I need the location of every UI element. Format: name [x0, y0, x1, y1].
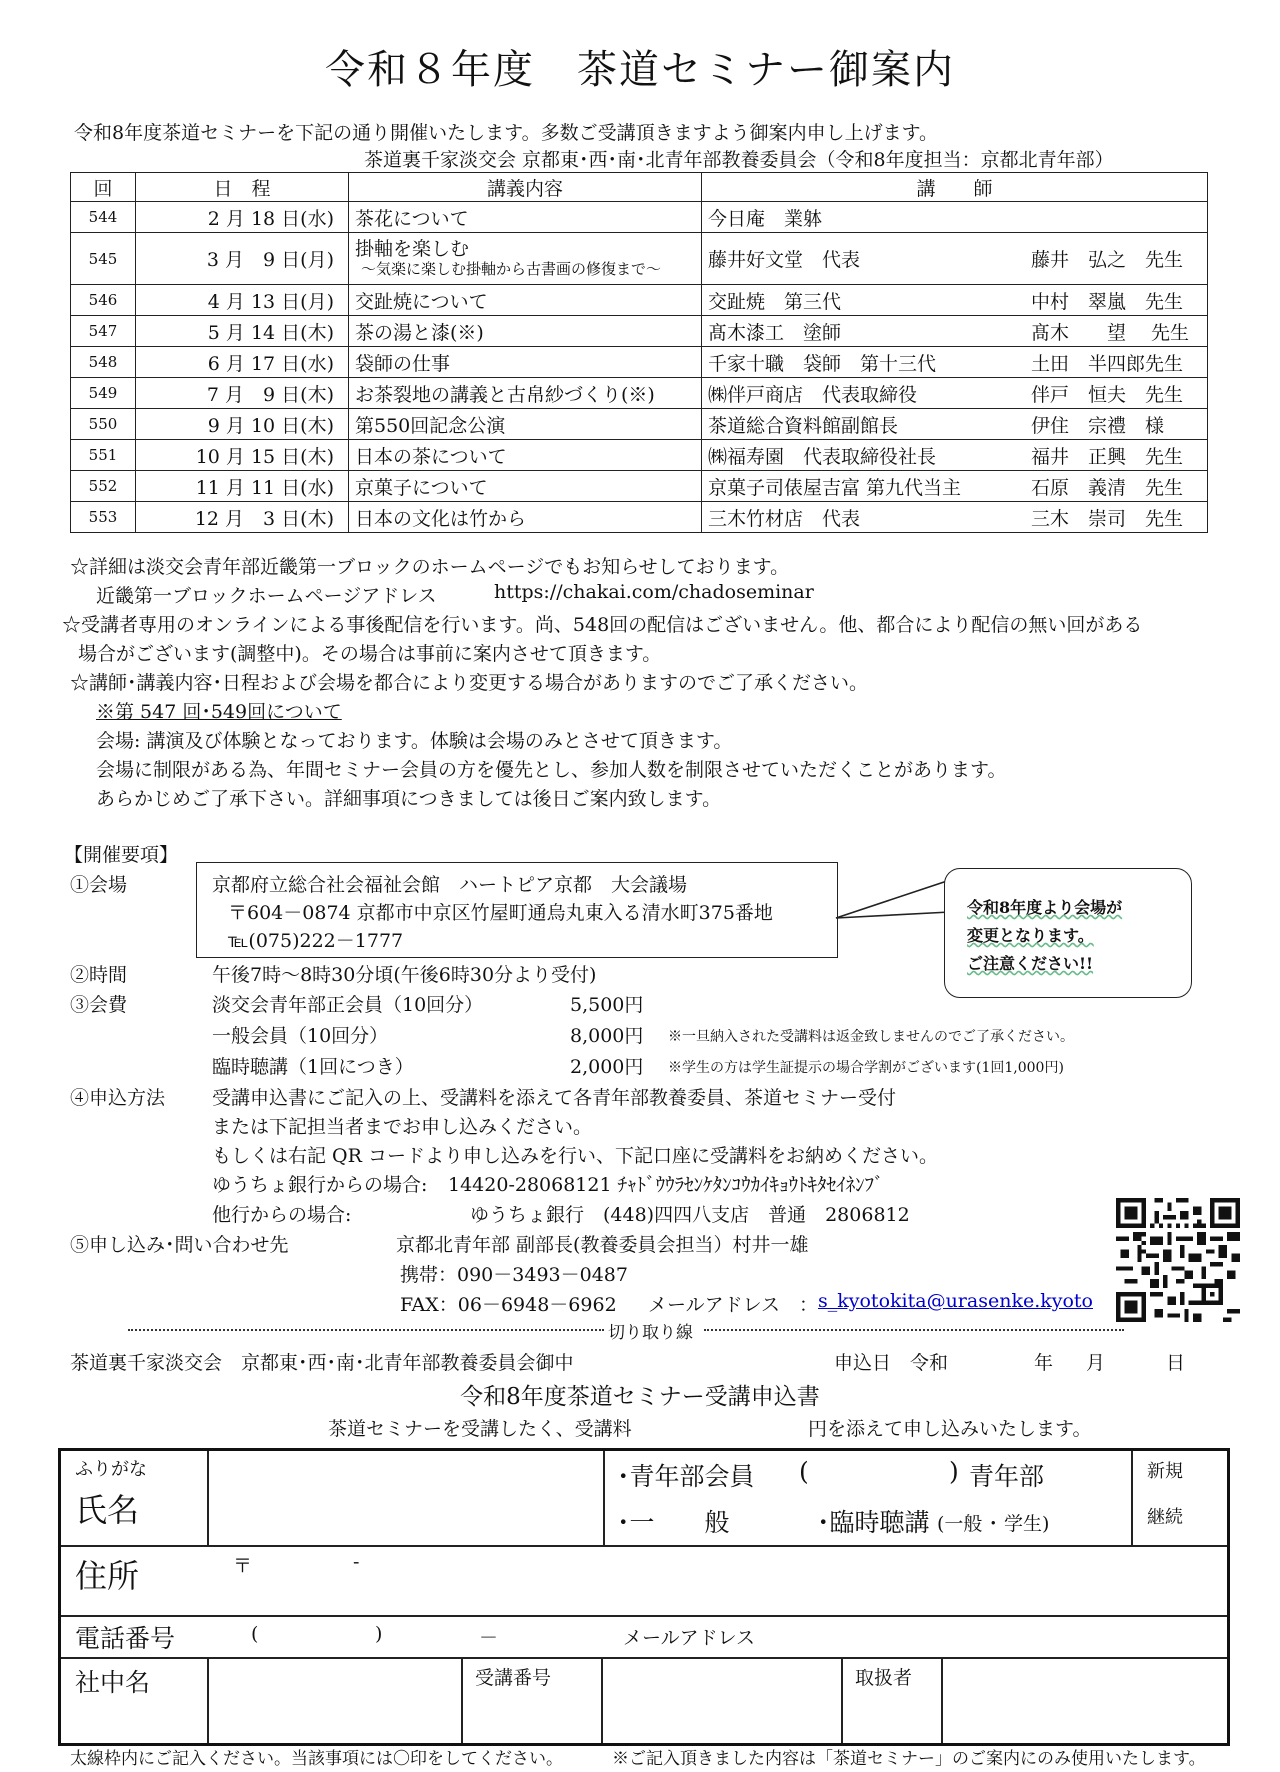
- application-form: [58, 1448, 1230, 1746]
- lecturer-affiliation: ㈱伴戸商店 代表取締役: [702, 378, 1026, 409]
- lecturer-name: 伴戸 恒夫 先生: [1025, 378, 1208, 409]
- callout-pointer: [834, 870, 950, 930]
- lecturer-affiliation: ㈱福寿園 代表取締役社長: [702, 440, 1026, 471]
- lecturer-name: 中村 翠嵐 先生: [1025, 285, 1208, 316]
- fee-temp-price: 2,000円: [570, 1056, 644, 1078]
- organizer: 茶道裏千家淡交会 京都東･西･南･北青年部教養委員会（令和8年度担当：京都北青年部）: [364, 149, 1114, 171]
- name-label: 氏名: [75, 1491, 140, 1529]
- col-lecturer-header: 講 師: [702, 173, 1208, 202]
- session-topic: 茶の湯と漆(※): [349, 316, 702, 347]
- table-row: [71, 440, 1208, 471]
- lecturer-affiliation: 千家十職 袋師 第十三代: [702, 347, 1026, 378]
- phone-paren-open: (: [251, 1623, 259, 1645]
- session-number: 550: [71, 409, 136, 440]
- session-date: 5 月 14 日(木): [136, 316, 349, 347]
- member-paren-open: (: [799, 1457, 809, 1486]
- session-number: 553: [71, 502, 136, 533]
- time-value: 午後7時～8時30分頃(午後6時30分より受付): [212, 964, 597, 986]
- note-547-549: ※第 547 回･549回について: [96, 701, 342, 723]
- session-number: 547: [71, 316, 136, 347]
- table-row: [71, 233, 1208, 285]
- reception-label: 受講番号: [475, 1667, 552, 1689]
- details-heading: 【開催要項】: [64, 844, 179, 866]
- note-website-label: 近畿第一ブロックホームページアドレス: [96, 585, 437, 607]
- note-website: ☆詳細は淡交会青年部近畿第一ブロックのホームページでもお知らせしております。: [70, 556, 790, 578]
- table-row: [71, 471, 1208, 502]
- lecturer-name: 伊住 宗禮 様: [1025, 409, 1208, 440]
- furigana-label: ふりがな: [75, 1459, 147, 1480]
- form-addressee: 茶道裏千家淡交会 京都東･西･南･北青年部教養委員会御中: [70, 1352, 574, 1374]
- apply-line-3: もしくは右記 QR コードより申し込みを行い、下記口座に受講料をお納めください。: [212, 1145, 938, 1167]
- table-row: [71, 347, 1208, 378]
- bank2-label: 他行からの場合:: [212, 1204, 352, 1226]
- contact-mobile: 携帯：090－3493－0487: [400, 1264, 628, 1286]
- apply-label: ④申込方法: [70, 1087, 166, 1109]
- lecturer-affiliation: 髙木漆工 塗師: [702, 316, 1026, 347]
- apply-line-1: 受講申込書にご記入の上、受講料を添えて各青年部教養委員、茶道セミナー受付: [212, 1087, 897, 1109]
- note-online-2: 場合がございます(調整中)。その場合は事前に案内させて頂きます。: [78, 643, 662, 665]
- session-number: 551: [71, 440, 136, 471]
- schedule-table: [70, 172, 1208, 533]
- session-topic: 茶花について: [349, 202, 702, 233]
- session-number: 548: [71, 347, 136, 378]
- group-label: 社中名: [75, 1668, 151, 1697]
- lecturer-affiliation: 藤井好文堂 代表: [702, 233, 1026, 285]
- note-later: あらかじめご了承下さい。詳細事項につきましては後日ご案内致します。: [96, 788, 722, 810]
- form-date-label: 申込日 令和: [834, 1352, 949, 1374]
- postal-dash: -: [353, 1551, 360, 1573]
- cut-line-label: 切り取り線: [608, 1323, 693, 1343]
- session-number: 544: [71, 202, 136, 233]
- form-day: 日: [1166, 1352, 1186, 1374]
- session-number: 546: [71, 285, 136, 316]
- handler-label: 取扱者: [855, 1667, 913, 1689]
- venue-tel: ℡(075)222－1777: [228, 930, 404, 952]
- session-date: 12 月 3 日(木): [136, 502, 349, 533]
- session-date: 11 月 11 日(水): [136, 471, 349, 502]
- lecturer-affiliation: 交趾焼 第三代: [702, 285, 1026, 316]
- session-number: 545: [71, 233, 136, 285]
- fee-temp-name: 臨時聴講（1回につき）: [212, 1056, 414, 1078]
- session-topic: 交趾焼について: [349, 285, 702, 316]
- time-label: ②時間: [70, 964, 128, 986]
- table-row: [71, 409, 1208, 440]
- general-option[interactable]: ･一 般: [617, 1508, 730, 1537]
- lecturer-name: [1025, 202, 1208, 233]
- cut-line-right: [704, 1329, 1124, 1331]
- note-venue: 会場: 講演及び体験となっております。体験は会場のみとさせて頂きます。: [96, 730, 733, 752]
- callout-line-2: 変更となります。: [967, 926, 1094, 945]
- table-row: [71, 202, 1208, 233]
- note-change: ☆講師･講義内容･日程および会場を都合により変更する場合がありますのでご了承ください。: [70, 672, 869, 694]
- session-date: 10 月 15 日(木): [136, 440, 349, 471]
- bank1-value: 14420-28068121 ﾁｬﾄﾞｳｳﾗｾﾝｹﾀﾝｺｳｶｲｷｮｳﾄｷﾀｾｲﾈﾝﾌﾞ: [448, 1174, 884, 1196]
- col-date-header: 日 程: [136, 173, 349, 202]
- address-label: 住所: [75, 1557, 140, 1595]
- fee-general-note: ※一旦納入された受講料は返金致しませんのでご了承ください。: [668, 1029, 1074, 1045]
- bank1-label: ゆうちょ銀行からの場合:: [212, 1174, 428, 1196]
- form-month: 月: [1086, 1352, 1106, 1374]
- table-header-row: [71, 173, 1208, 202]
- fee-label: ③会費: [70, 994, 128, 1016]
- qr-code-icon[interactable]: [1116, 1198, 1240, 1322]
- session-date: 4 月 13 日(月): [136, 285, 349, 316]
- callout-line-3: ご注意ください!!: [967, 954, 1094, 973]
- temp-note: (一般 ･ 学生): [937, 1513, 1050, 1535]
- session-topic: 京菓子について: [349, 471, 702, 502]
- lecturer-name: 石原 義清 先生: [1025, 471, 1208, 502]
- continue-option[interactable]: 継続: [1147, 1507, 1183, 1528]
- temp-option[interactable]: ･臨時聴講: [817, 1508, 930, 1537]
- seinenbu-label: 青年部: [969, 1462, 1045, 1491]
- table-row: [71, 378, 1208, 409]
- postal-mark: 〒: [233, 1555, 253, 1577]
- fee-member-name: 淡交会青年部正会員（10回分）: [212, 994, 484, 1016]
- col-topic-header: 講義内容: [349, 173, 702, 202]
- venue-address: 〒604－0874 京都市中京区竹屋町通烏丸東入る清水町375番地: [228, 902, 773, 924]
- session-topic-main: 掛軸を楽しむ: [355, 237, 470, 260]
- apply-line-2: または下記担当者までお申し込みください。: [212, 1116, 593, 1138]
- session-topic-sub: ～気楽に楽しむ掛軸から古書画の修復まで～: [361, 259, 662, 278]
- email-link[interactable]: s_kyotokita@urasenke.kyoto: [818, 1290, 1093, 1312]
- form-lead-b: 円を添えて申し込みいたします。: [808, 1418, 1092, 1440]
- lecturer-affiliation: 三木竹材店 代表: [702, 502, 1026, 533]
- page-title: 令和８年度 茶道セミナー御案内: [325, 47, 955, 93]
- form-email-label: メールアドレス: [623, 1627, 756, 1649]
- email-label: メールアドレス ：: [648, 1294, 819, 1316]
- fee-general-name: 一般会員（10回分）: [212, 1025, 389, 1047]
- fee-member-price: 5,500円: [570, 994, 644, 1016]
- fee-temp-note: ※学生の方は学生証提示の場合学割がございます(1回1,000円): [668, 1060, 1064, 1076]
- form-footnote-right: ※ご記入頂きました内容は「茶道セミナー」のご案内にのみ使用いたします。: [612, 1749, 1206, 1769]
- venue-name: 京都府立総合社会福祉会館 ハートピア京都 大会議場: [212, 874, 688, 896]
- session-date: 3 月 9 日(月): [136, 233, 349, 285]
- form-lead-a: 茶道セミナーを受講したく、受講料: [328, 1418, 632, 1440]
- session-topic: 日本の文化は竹から: [349, 502, 702, 533]
- lecturer-affiliation: 京菓子司俵屋吉富 第九代当主: [702, 471, 1026, 502]
- lecturer-name: 髙木 望 先生: [1025, 316, 1208, 347]
- session-number: 552: [71, 471, 136, 502]
- phone-input[interactable]: [209, 1617, 1225, 1655]
- session-topic: 日本の茶について: [349, 440, 702, 471]
- table-row: [71, 502, 1208, 533]
- table-row: [71, 316, 1208, 347]
- lecturer-name: 土田 半四郎先生: [1025, 347, 1208, 378]
- session-number: 549: [71, 378, 136, 409]
- session-topic: お茶裂地の講義と古帛紗づくり(※): [349, 378, 702, 409]
- intro-text: 令和8年度茶道セミナーを下記の通り開催いたします。多数ご受講頂きますよう御案内申し上げます。: [74, 122, 939, 144]
- phone-dash: －: [479, 1627, 499, 1649]
- venue-label: ①会場: [70, 874, 128, 896]
- table-row: [71, 285, 1208, 316]
- address-input[interactable]: [209, 1547, 1225, 1613]
- lecturer-affiliation: 今日庵 業躰: [702, 202, 1026, 233]
- form-title: 令和8年度茶道セミナー受講申込書: [460, 1384, 820, 1410]
- session-topic: [349, 233, 702, 285]
- contact-label: ⑤申し込み･問い合わせ先: [70, 1234, 289, 1256]
- lecturer-name: 福井 正興 先生: [1025, 440, 1208, 471]
- member-option[interactable]: ･青年部会員: [617, 1462, 755, 1491]
- new-option[interactable]: 新規: [1147, 1461, 1183, 1482]
- contact-name: 京都北青年部 副部長(教養委員会担当）村井一雄: [396, 1234, 809, 1256]
- fee-general-price: 8,000円: [570, 1025, 644, 1047]
- callout-line-1: 令和8年度より会場が: [967, 898, 1123, 917]
- lecturer-affiliation: 茶道総合資料館副館長: [702, 409, 1026, 440]
- venue-change-callout: [944, 868, 1192, 998]
- lecturer-name: 藤井 弘之 先生: [1025, 233, 1208, 285]
- member-paren-close: ): [949, 1457, 959, 1486]
- name-input[interactable]: [209, 1451, 601, 1543]
- session-date: 2 月 18 日(水): [136, 202, 349, 233]
- session-topic: 袋師の仕事: [349, 347, 702, 378]
- phone-label: 電話番号: [75, 1624, 176, 1653]
- form-footnote-left: 太線枠内にご記入ください。当該事項には〇印をしてください。: [70, 1749, 563, 1769]
- form-year: 年: [1034, 1352, 1054, 1374]
- note-limit: 会場に制限がある為、年間セミナー会員の方を優先とし、参加人数を制限させていただくことがあります。: [96, 759, 1007, 781]
- session-date: 6 月 17 日(水): [136, 347, 349, 378]
- note-online: ☆受講者専用のオンラインによる事後配信を行います。尚、548回の配信はございません。他、都合により配信の無い回がある: [62, 614, 1143, 636]
- col-no-header: 回: [71, 173, 136, 202]
- lecturer-name: 三木 崇司 先生: [1025, 502, 1208, 533]
- session-topic: 第550回記念公演: [349, 409, 702, 440]
- phone-paren-close: ): [375, 1623, 383, 1645]
- session-date: 7 月 9 日(木): [136, 378, 349, 409]
- cut-line-left: [128, 1329, 604, 1331]
- contact-fax: FAX：06－6948－6962: [400, 1294, 617, 1316]
- bank2-value: ゆうちょ銀行 (448)四四八支店 普通 2806812: [470, 1204, 910, 1226]
- group-input[interactable]: [209, 1659, 459, 1741]
- session-date: 9 月 10 日(木): [136, 409, 349, 440]
- website-url[interactable]: https://chakai.com/chadoseminar: [494, 581, 814, 603]
